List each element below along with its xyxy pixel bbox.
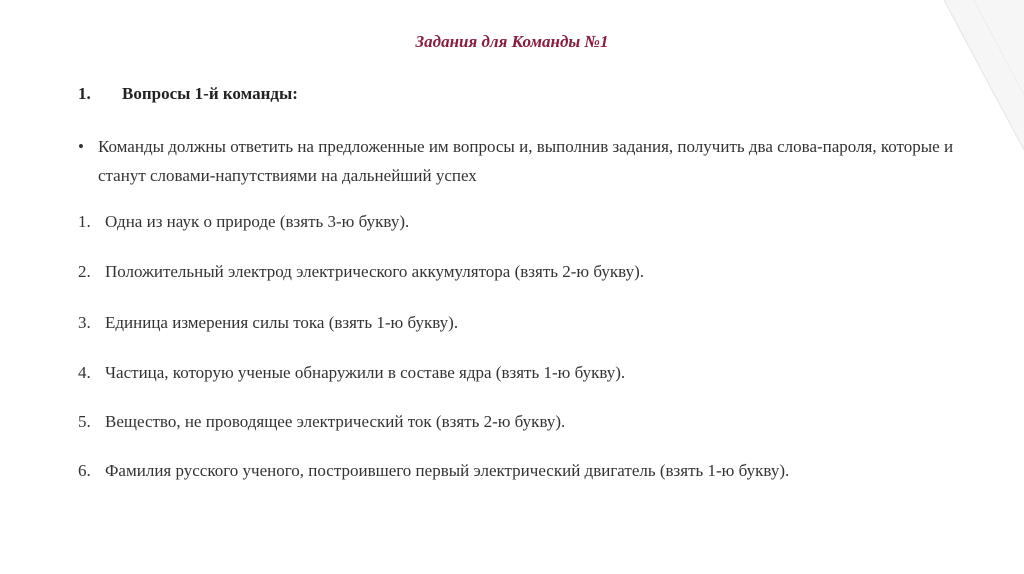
question-number: 6. — [78, 461, 91, 480]
question-number: 4. — [78, 363, 91, 382]
bullet-marker: • — [78, 137, 84, 156]
question-text: Частица, которую ученые обнаружили в составе ядра (взять 1-ю букву). — [105, 363, 626, 382]
instruction-text: Команды должны ответить на предложенные им вопросы и, выполнив задания, получить два слова-пароля, которые и станут словами-напутствиями на дальнейший успех — [98, 137, 954, 185]
section-heading-text: Вопросы 1-й команды: — [122, 84, 298, 103]
question-number: 3. — [78, 313, 91, 332]
question-number: 1. — [78, 212, 91, 231]
question-text: Фамилия русского ученого, построившего первый электрический двигатель (взять 1-ю букву). — [105, 461, 790, 480]
question-number: 2. — [78, 262, 91, 281]
instruction-bullet — [78, 132, 958, 190]
question-text: Положительный электрод электрического аккумулятора (взять 2-ю букву). — [105, 262, 644, 281]
question-item — [78, 212, 409, 232]
question-text: Вещество, не проводящее электрический ток (взять 2-ю букву). — [105, 412, 566, 431]
slide-title: Задания для Команды №1 — [415, 32, 609, 51]
question-text: Единица измерения силы тока (взять 1-ю букву). — [105, 313, 459, 332]
section-heading — [78, 84, 298, 104]
question-item — [78, 461, 789, 481]
question-item — [78, 363, 625, 383]
question-number: 5. — [78, 412, 91, 431]
section-heading-number: 1. — [78, 84, 91, 103]
question-item — [78, 313, 458, 333]
corner-decoration — [944, 0, 1024, 150]
question-item — [78, 262, 644, 282]
question-item — [78, 412, 565, 432]
question-text: Одна из наук о природе (взять 3-ю букву). — [105, 212, 410, 231]
